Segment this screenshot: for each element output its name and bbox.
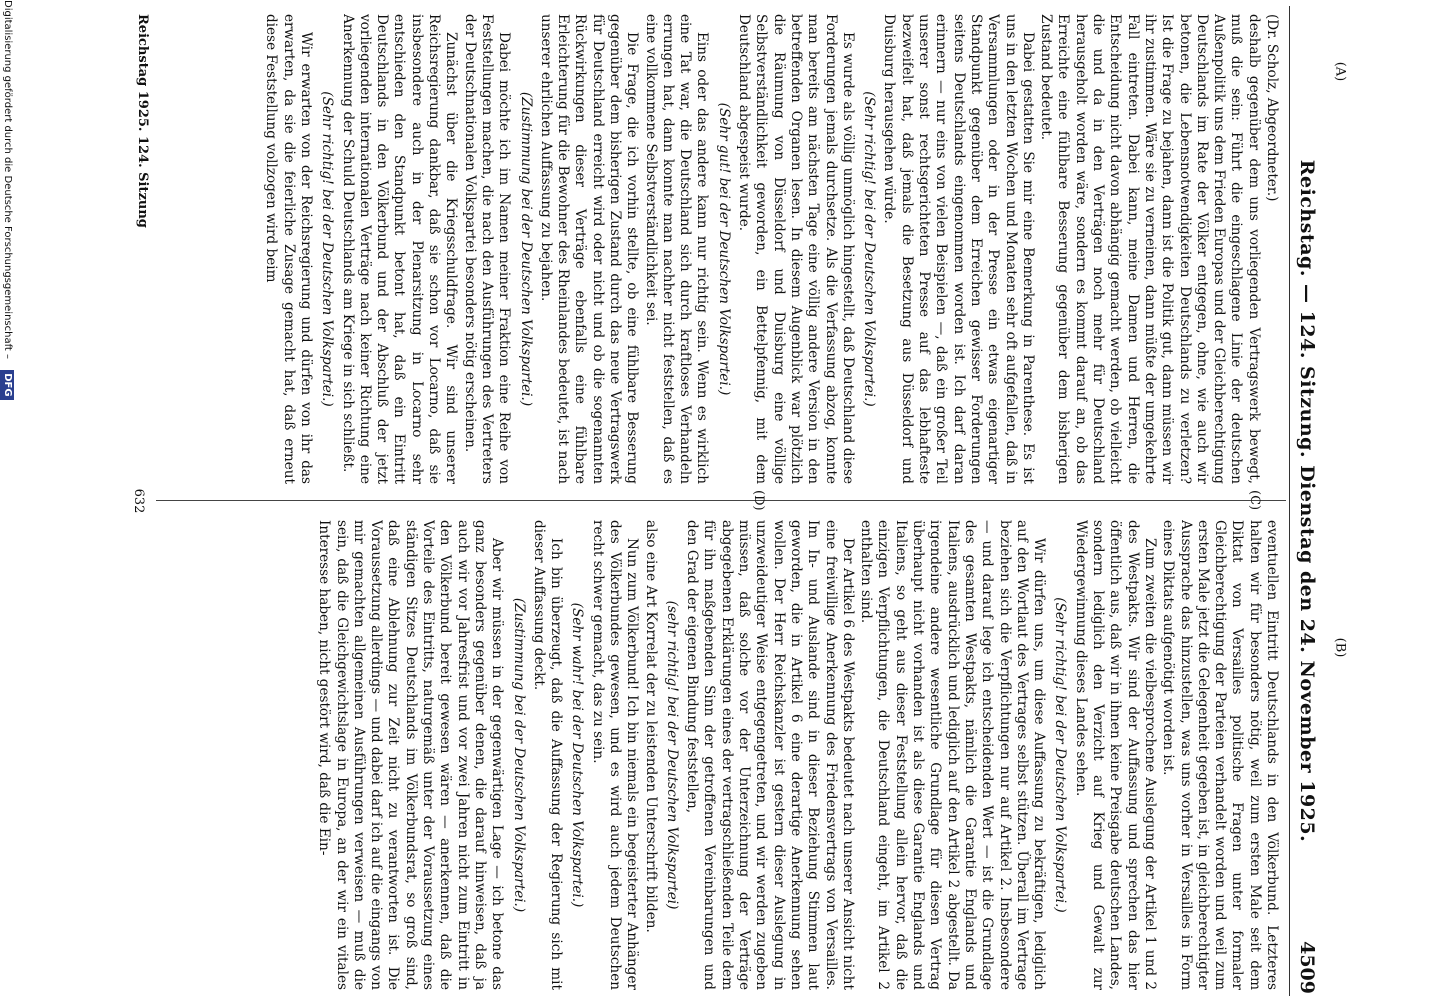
paragraph: Die Frage, die ich vorhin stellte, ob eine fühlbare Besserung gegenüber dem bisherigen Zustand durch das neue Vertragswerk für Deutschland erreicht wird oder nicht und ob die sogenannten Rückwirkungen dieser Verträge ebenfalls eine fühlbare Erleichterung für die Bewohner des Rheinlandes bedeutet, ist nach unserer ehrlichen Auffassung zu bejahen. — [537, 14, 641, 484]
paragraph: deshalb gegenüber dem uns vorliegenden Vertragswerk bewegt, muß die sein: Führt die eingeschlagene Linie der deutschen Außenpolitik uns dem Frieden Europas und der Gleichberechtigung Deutschlands im Rate der Völker entgegen, ohne, wie auch wir betonen, die Lebensnotwendigkeiten Deutschlands zu verletzen? Ist die Frage zu bejahen, dann ist die Politik gut, dann müssen wir ihr zustimmen. Wäre sie zu verneinen, dann müßte der umgekehrte Fall eintreten. Dabei kann, meine Damen und Herren, die Entscheidung nicht davon abhängig gemacht werden, ob vielleicht die und da in den Verträgen noch mehr für Deutschland herausgeholt worden wäre, sondern es kommt darauf an, ob das Erreichte eine fühlbare Besserung gegenüber dem bisherigen Zustand bedeutet. — [1038, 14, 1262, 484]
margin-letter-a: (A) — [1332, 61, 1348, 82]
left-column — [160, 14, 1280, 484]
paragraph: Der Artikel 6 des Westpakts bedeutet nach unserer Ansicht nicht eine freiwillige Anerkennung des Friedensvertrags von Versailles. Im In- und Auslande sind in dieser Beziehung Stimmen laut geworden, die in Artikel 6 eine derartige Anerkennung sehen wollen. Der Herr Reichskanzler ist gestern dieser Auslegung in unzweideutiger Weise entgegengetreten, und wir werden zugeben müssen, daß solche vor der Unterzeichnung der Verträge abgegebenen Erklärungen eines der vertragschließenden Teile dem für ihn maßgebenden Sinn der getroffenen Vereinbarungen und den Grad der eigenen Bindung feststellen, — [684, 520, 856, 990]
dfg-logo: DFG — [0, 370, 14, 399]
paragraph: Zum zweiten die vielbesprochene Auslegung der Artikel 1 und 2 des Westpakts. Wir sind der Auffassung und sprechen das hier öffentlich aus, daß wir in ihnen keine Preisgabe deutschen Landes, sondern lediglich den Verzicht auf Krieg und Gewalt zur Wiedergewinnung dieses Landes sehen. — [1072, 520, 1158, 990]
paragraph: Ich bin überzeugt, daß die Auffassung der Regierung sich mit dieser Auffassung deckt. — [530, 520, 565, 990]
interjection: (Zustimmung bei der Deutschen Volkspartei.) — [510, 597, 527, 913]
interjection: (sehr richtig! bei der Deutschen Volkspartei) — [663, 600, 680, 910]
paragraph: also eine Art Korrelat der zu leistenden Unterschrift bilden. — [642, 520, 659, 933]
margin-letter-d: (D) — [751, 490, 766, 511]
footer-session: Reichstag 1925. 124. Sitzung — [135, 14, 150, 228]
digitization-strip — [0, 0, 14, 1000]
page-content — [104, 6, 1326, 996]
interjection: (Sehr wahr! bei der Deutschen Volkspartei.) — [569, 602, 586, 908]
margin-letter-c: (C) — [1247, 490, 1262, 511]
paragraph: Nun zum Völkerbund! Ich bin niemals ein begeisterter Anhänger des Völkerbundes gewesen, und es wird auch jedem Deutschen recht schwer gemacht, das zu sein. — [589, 520, 641, 990]
page-number: 4509 — [1296, 941, 1318, 994]
paragraph: Dabei möchte ich im Namen meiner Fraktion eine Reihe von Feststellungen machen, die nach den Ausführungen des Vertreters der Deutschnationalen Volkspartei besonders nötig erscheinen. — [461, 14, 513, 484]
interjection: (Zustimmung bei der Deutschen Volkspartei.) — [517, 91, 534, 407]
paragraph: Dabei gestatten Sie mir eine Bemerkung in Parenthese. Es ist uns in den letzten Wochen und Monaten sehr oft aufgefallen, daß in Versammlungen oder in der Presse ein etwas eigenartiger Standpunkt gegenüber dem Erreichen gewisser Forderungen seitens Deutschlands eingenommen worden ist. Ich darf daran erinnern — nur eins von vielen Beispielen —, daß ein großer Teil unserer sonst rechtsgerichteten Presse auf das lebhafteste bezweifelt hat, daß jemals die Besetzung aus Düsseldorf und Duisburg herausgehen würde. — [881, 14, 1036, 484]
interjection: (Sehr richtig! bei der Deutschen Volkspartei.) — [319, 91, 336, 407]
digitization-credit: Digitalisierung gefördert durch die Deutsche Forschungsgemeinschaft – — [2, 0, 13, 360]
paragraph: Eins oder das andere kann nur richtig sein. Wenn es wirklich eine Tat war, die Deutschland sich durch kraftloses Verhandeln errungen hat, dann konnte man nachher nicht feststellen, daß es eine vollkommene Selbstverständlichkeit sei. — [642, 14, 711, 484]
paragraph: Wir erwarten von der Reichsregierung und dürfen von ihr das erwarten, da sie die feierliche Zusage gemacht hat, daß erneut diese Feststellung vollzogen wird beim — [263, 14, 314, 484]
session-title: Reichstag. — 124. Sitzung. Dienstag den 24. November 1925. — [1296, 159, 1318, 843]
margin-letter-b: (B) — [1332, 637, 1348, 658]
interjection: (Sehr richtig! bei der Deutschen Volkspartei.) — [1052, 597, 1069, 913]
right-column — [160, 520, 1280, 990]
interjection: (Sehr gut! bei der Deutschen Volkspartei.) — [715, 102, 732, 396]
paragraph: Wir dürfen uns, um diese Auffassung zu bekräftigen, lediglich auf den Wortlaut des Vertrages selbst stützen. Überall im Vertrage beziehen sich die Verpflichtungen nur auf Artikel 2. Insbesondere — und darauf lege ich entscheidenden Wert — ist die Grundlage des gesamten Westpakts, nämlich die Garantie Englands und Italiens, ausdrücklich und lediglich auf den Artikel 2 abgestellt. Da irgendeine andere wesentliche Grundlage für diesen Vertrag überhaupt nicht vorhanden ist als diese Garantie Englands und Italiens, so geht aus dieser Feststellung allein hervor, daß die einzigen Verpflichtungen, die Deutschland eingeht, im Artikel 2 enthalten sind. — [858, 520, 1048, 990]
paragraph: Aber wir müssen in der gegenwärtigen Lage — ich betone das ganz besonders gegenüber denen, die darauf hinweisen, daß ja auch wir vor Jahresfrist und vor zwei Jahren nicht zum Eintritt in den Völkerbund bereit gewesen wären — anerkennen, daß die Vorteile des Eintritts, naturgemäß unter der Voraussetzung eines ständigen Sitzes Deutschlands im Völkerbundsrat, so groß sind, daß eine Ablehnung zur Zeit nicht zu verantworten ist. Die Voraussetzung allerdings — und dabei darf ich auf die eingangs von mir gemachten allgemeinen Ausführungen verweisen — muß die sein, daß die Gleichgewichtslage in Europa, an der wir ein vitales Interesse haben, nicht gestört wird, daß die Ein- — [316, 520, 506, 990]
footer-page-number: 632 — [131, 488, 146, 514]
paragraph: Zunächst über die Kriegsschuldfrage. Wir sind unserer Reichsregierung dankbar, daß sie schon vor Locarno, daß sie insbesondere auch in der Plenarsitzung in Locarno sehr entschieden den Standpunkt betont hat, daß ein Eintritt Deutschlands in den Völkerbund und der Abschluß der jetzt vorliegenden internationalen Verträge nach keiner Richtung eine Anerkennung der Schuld Deutschlands am Kriege in sich schließt. — [339, 14, 460, 484]
header-rule — [1289, 6, 1290, 996]
speaker-label: (Dr. Scholz, Abgeordneter.) — [1264, 14, 1280, 202]
paragraph: eventuellen Eintritt Deutschlands in den Völkerbund. Letzteres halten wir für besonders nötig, weil zum ersten Male seit dem Diktat von Versailles politische Fragen unter formaler Gleichberechtigung der Parteien verhandelt worden und weil zum ersten Male jetzt die Gelegenheit gegeben ist, in gleichberechtigter Aussprache das hinzustellen, was uns vorher in Versailles in Form eines Diktats aufgenötigt worden ist. — [1160, 520, 1280, 990]
page-header — [1286, 6, 1326, 996]
column-divider — [156, 500, 1286, 501]
paragraph: Es wurde als völlig unmöglich hingestellt, daß Deutschland diese Forderungen jemals durchsetze. Als die Verfassung abzog, konnte man bereits am nächsten Tage eine völlig andere Version in den betreffenden Organen lesen. In diesem Augenblick war plötzlich die Räumung von Düsseldorf und Duisburg eine völlige Selbstverständlichkeit geworden, ein Bettelpfennig, mit dem Deutschland abgespeist wurde. — [736, 14, 856, 484]
interjection: (Sehr richtig! bei der Deutschen Volkspartei.) — [861, 91, 878, 407]
